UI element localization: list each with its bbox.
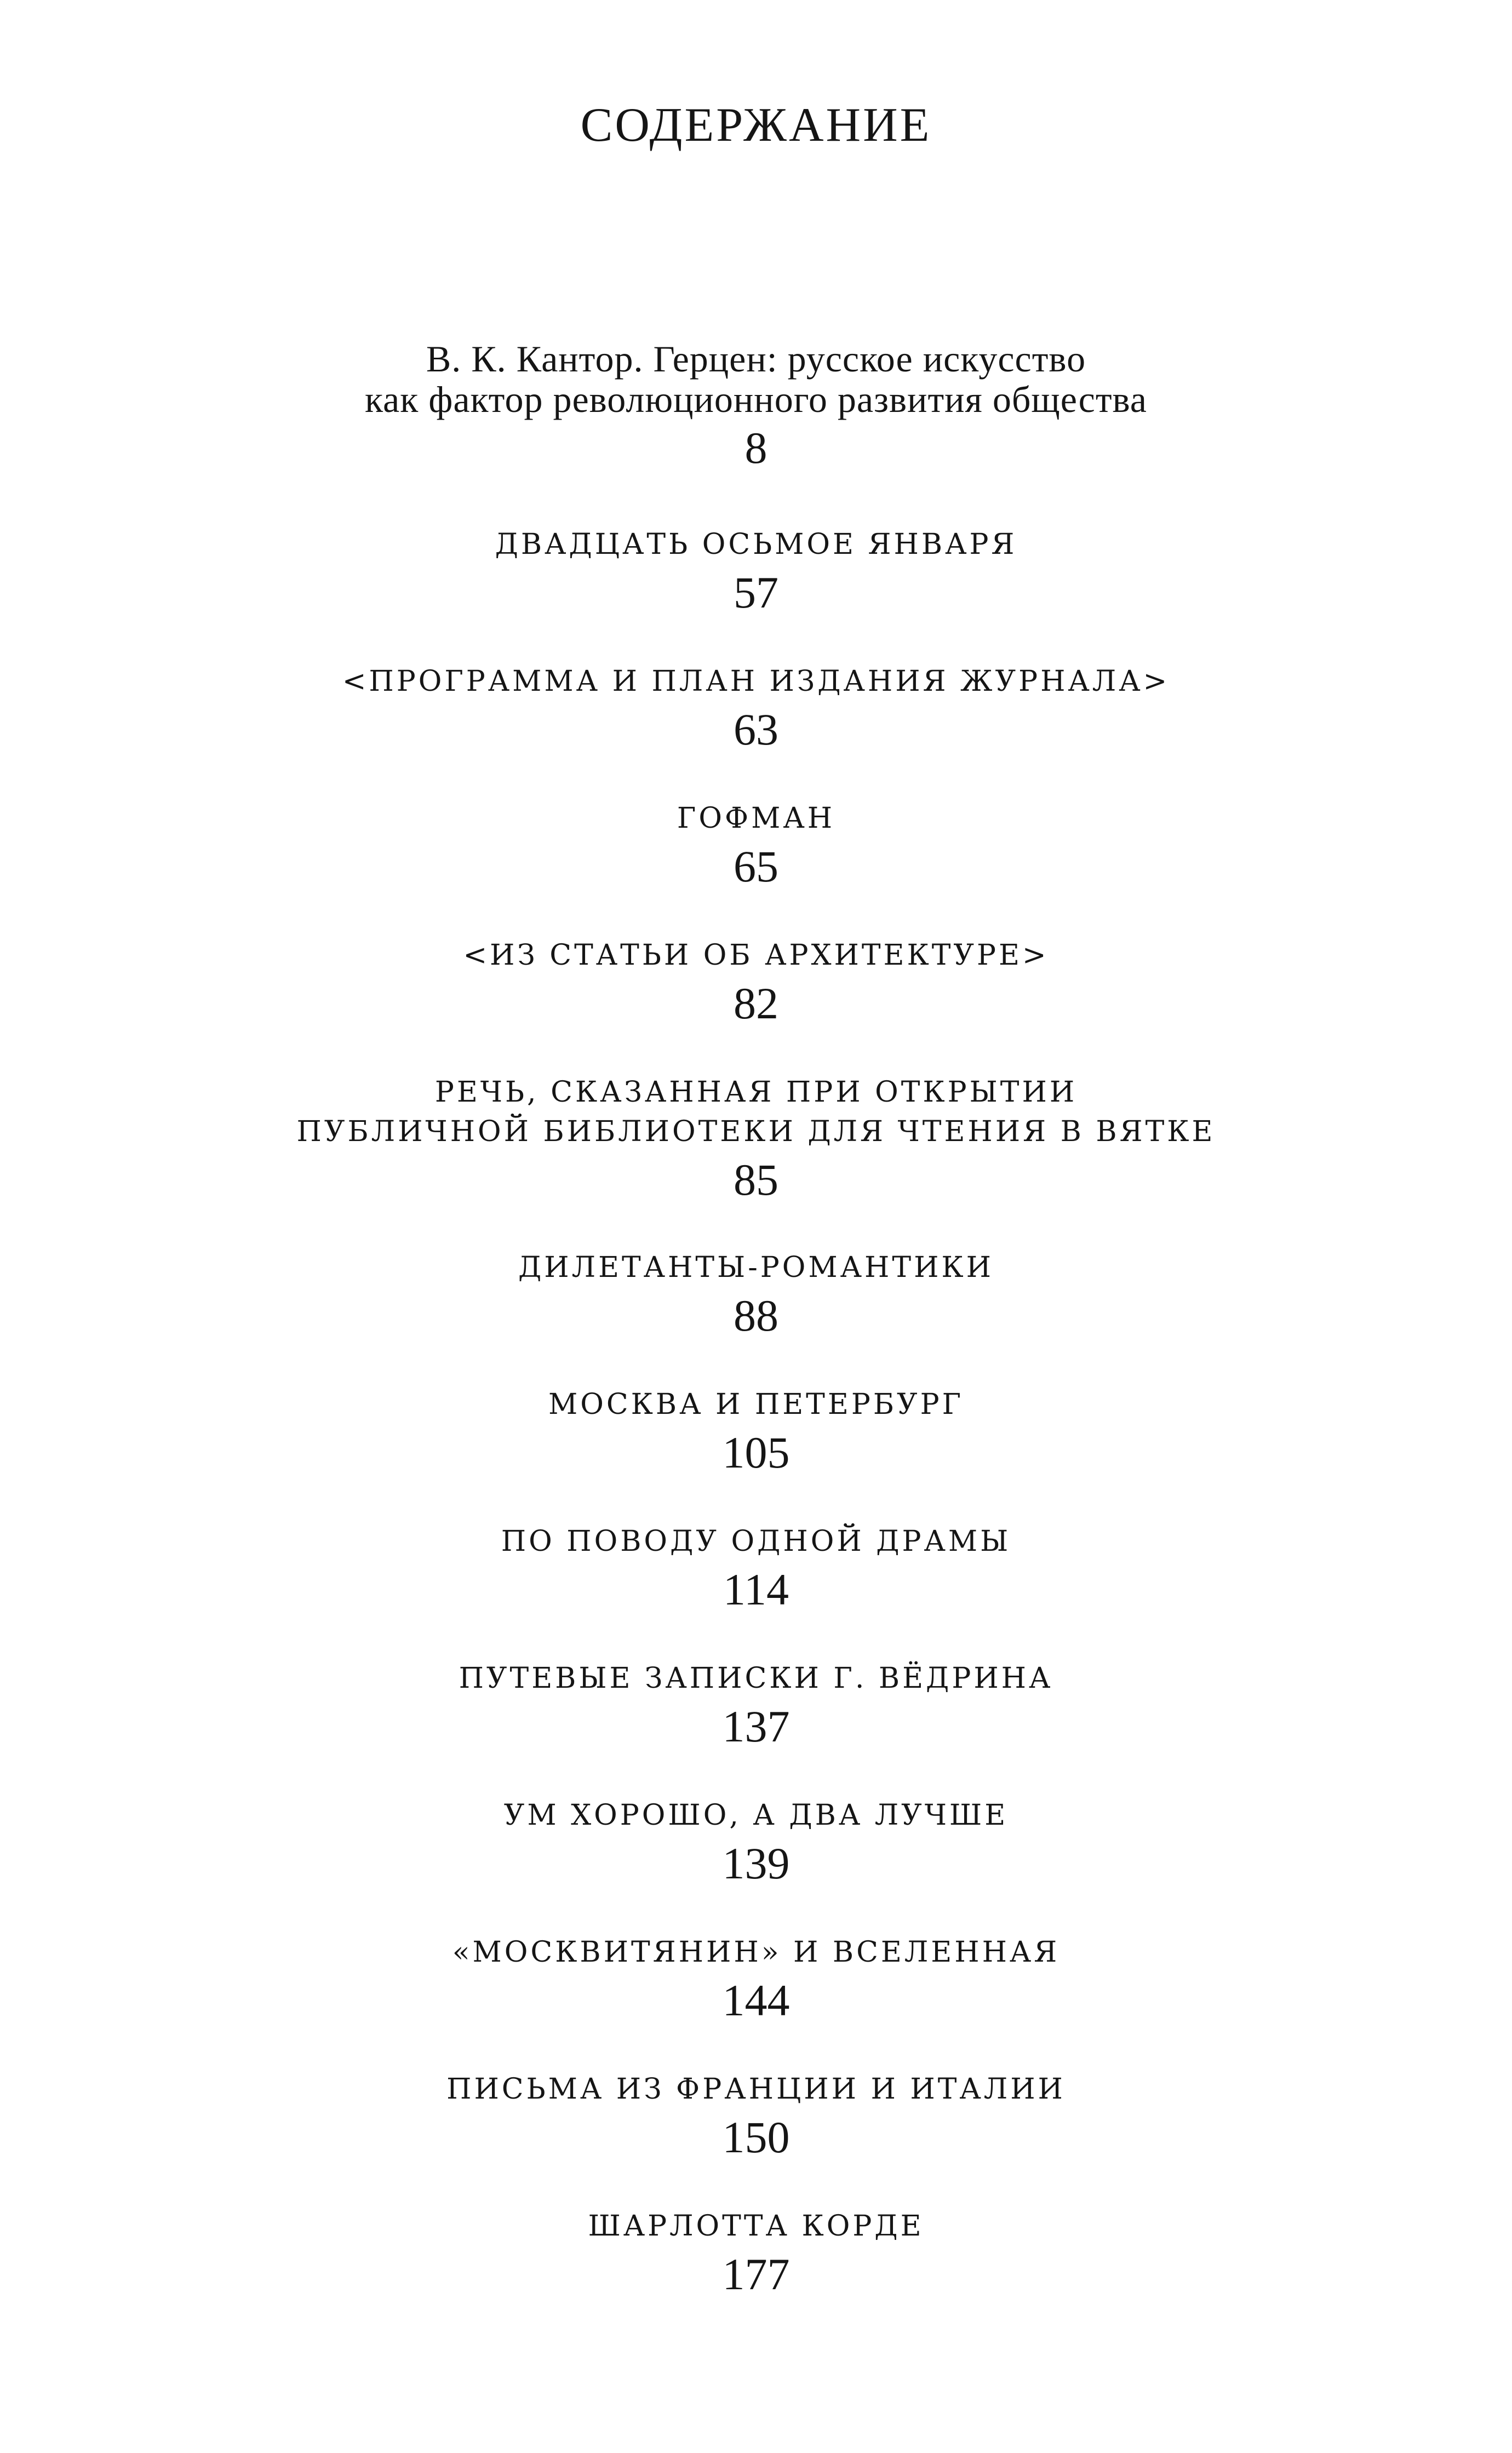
entry-page-number: 82	[734, 978, 778, 1028]
page-title: СОДЕРЖАНИЕ	[580, 99, 932, 152]
toc-entry	[0, 1659, 1512, 1753]
toc-entry	[0, 1248, 1512, 1342]
entry-page-number: 63	[734, 704, 778, 754]
entry-page-number: 150	[722, 2112, 790, 2162]
toc-entry	[0, 1073, 1512, 1206]
entry-title-line: МОСКВА И ПЕТЕРБУРГ	[548, 1388, 964, 1421]
entry-title-line: ГОФМАН	[677, 802, 835, 835]
toc-entry	[0, 1796, 1512, 1890]
entry-page-number: 65	[734, 841, 778, 891]
toc-entry	[0, 2206, 1512, 2301]
entry-title-line: ШАРЛОТТА КОРДЕ	[588, 2210, 924, 2243]
entry-page-number: 85	[734, 1155, 778, 1205]
toc-entry	[0, 799, 1512, 893]
entry-page-number: 8	[744, 423, 768, 473]
entry-page-number: 139	[722, 1838, 790, 1888]
entry-title-line: ДВАДЦАТЬ ОСЬМОЕ ЯНВАРЯ	[495, 528, 1017, 561]
entry-page-number: 114	[723, 1564, 789, 1614]
entry-page-number: 137	[722, 1701, 790, 1751]
entry-page-number: 88	[734, 1291, 778, 1340]
toc-entry	[0, 525, 1512, 619]
entry-title-line: ПУБЛИЧНОЙ БИБЛИОТЕКИ ДЛЯ ЧТЕНИЯ В ВЯТКЕ	[296, 1115, 1216, 1148]
entry-title-line: ПУТЕВЫЕ ЗАПИСКИ Г. ВЁДРИНА	[459, 1662, 1053, 1695]
entry-title-line: ДИЛЕТАНТЫ-РОМАНТИКИ	[518, 1251, 994, 1284]
entry-page-number: 177	[722, 2249, 790, 2299]
entry-title-line: УМ ХОРОШО, А ДВА ЛУЧШЕ	[503, 1799, 1009, 1832]
toc-entry	[0, 1522, 1512, 1616]
entry-title-line: как фактор революционного развития общества	[365, 379, 1147, 420]
toc-entry	[0, 339, 1512, 474]
toc-entry	[0, 662, 1512, 756]
toc-entry	[0, 1385, 1512, 1479]
entry-page-number: 144	[722, 1975, 790, 2025]
entry-title-line: РЕЧЬ, СКАЗАННАЯ ПРИ ОТКРЫТИИ	[434, 1076, 1078, 1109]
toc-entry	[0, 936, 1512, 1030]
toc-entry	[0, 1933, 1512, 2027]
entry-title-line: В. К. Кантор. Герцен: русское искусство	[426, 338, 1086, 380]
entry-page-number: 57	[734, 568, 778, 617]
entry-title-line: ПИСЬМА ИЗ ФРАНЦИИ И ИТАЛИИ	[446, 2073, 1066, 2106]
entry-title-line: «МОСКВИТЯНИН» И ВСЕЛЕННАЯ	[452, 1936, 1060, 1969]
entry-title-line: <ИЗ СТАТЬИ ОБ АРХИТЕКТУРЕ>	[463, 939, 1049, 972]
toc-entry	[0, 2070, 1512, 2164]
entry-title-line: ПО ПОВОДУ ОДНОЙ ДРАМЫ	[501, 1525, 1011, 1558]
entry-title-line: <ПРОГРАММА И ПЛАН ИЗДАНИЯ ЖУРНАЛА>	[342, 665, 1170, 698]
entry-page-number: 105	[722, 1428, 790, 1477]
